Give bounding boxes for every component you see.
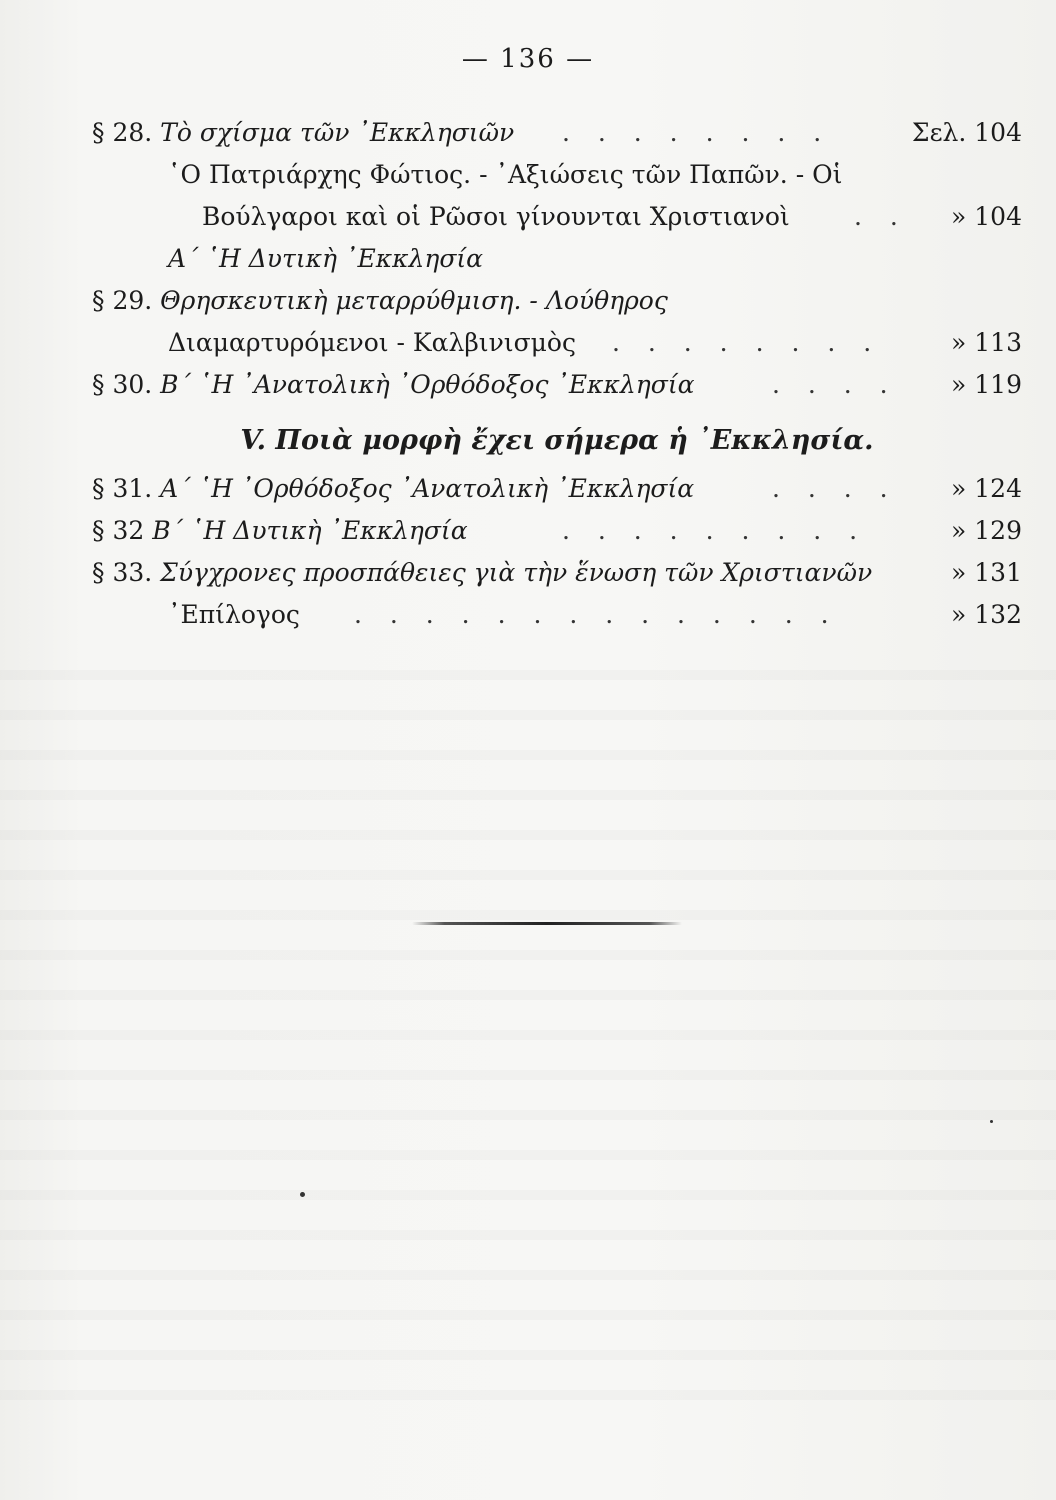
leader-dots: . . . .: [772, 370, 898, 399]
toc-entry-33: [92, 552, 1022, 594]
section-heading: V. Ποιὰ μορφὴ ἔχει σήμερα ἡ ᾿Εκκλησία.: [240, 425, 874, 456]
page-ref: » 119: [951, 370, 1022, 399]
entry-title: ᾿Επίλογος: [168, 600, 300, 629]
entry-title: Α΄ ῾Η ᾿Ορθόδοξος ᾿Ανατολικὴ ᾿Εκκλησία: [160, 474, 695, 503]
page-ref: » 104: [951, 202, 1022, 231]
section-number: § 33.: [92, 558, 153, 587]
leader-dots: . .: [854, 202, 908, 231]
section-number: § 31.: [92, 474, 153, 503]
entry-title: Τὸ σχίσμα τῶν ᾿Εκκλησιῶν: [160, 118, 515, 147]
entry-title: Διαμαρτυρόμενοι - Καλβινισμὸς: [168, 328, 576, 357]
toc-entry-continuation: [92, 322, 1022, 364]
toc-entry-epilogue: [92, 594, 1022, 636]
toc-entry-subheading: [92, 238, 1022, 280]
toc-entry-29: [92, 280, 1022, 322]
ornamental-rule: [412, 922, 682, 925]
toc-entry-continuation: [92, 196, 1022, 238]
leader-dots: . . . . . . . .: [612, 328, 882, 357]
entry-title: Α΄ ῾Η Δυτικὴ ᾿Εκκλησία: [168, 244, 484, 273]
page-ref: » 132: [951, 600, 1022, 629]
ink-speck: [990, 1120, 993, 1123]
toc-entry-31: [92, 468, 1022, 510]
toc-entry-subtitle: [92, 154, 1022, 196]
entry-title: Βούλγαροι καὶ οἱ Ρῶσοι γίνουνται Χριστιανοὶ: [202, 202, 790, 231]
entry-title: Θρησκευτικὴ μεταρρύθμιση. - Λούθηρος: [160, 286, 668, 315]
leader-dots: . . . . . . . .: [562, 118, 832, 147]
entry-title: Σύγχρονες προσπάθειες γιὰ τὴν ἕνωση τῶν Χριστιανῶν: [160, 558, 873, 587]
page-ref: » 129: [951, 516, 1022, 545]
section-number: § 32: [92, 516, 145, 545]
entry-title: ῾Ο Πατριάρχης Φώτιος. - ᾿Αξιώσεις τῶν Παπῶν. - Οἱ: [168, 160, 843, 189]
bleed-through-texture: [0, 640, 1056, 1400]
leader-dots: . . . . . . . . .: [562, 516, 868, 545]
page-ref: » 131: [951, 558, 1022, 587]
leader-dots: . . . .: [772, 474, 898, 503]
entry-title: Β΄ ῾Η Δυτικὴ ᾿Εκκλησία: [152, 516, 468, 545]
page-ref: Σελ. 104: [911, 118, 1022, 147]
table-of-contents: [92, 112, 1022, 636]
page-ref: » 124: [951, 474, 1022, 503]
leader-dots: . . . . . . . . . . . . . .: [354, 600, 839, 629]
page-number: — 136 —: [461, 44, 595, 74]
toc-entry-28: [92, 112, 1022, 154]
entry-title: Β΄ ῾Η ᾿Ανατολικὴ ᾿Ορθόδοξος ᾿Εκκλησία: [160, 370, 695, 399]
page-ref: » 113: [951, 328, 1022, 357]
toc-entry-32: [92, 510, 1022, 552]
section-number: § 29.: [92, 286, 153, 315]
section-number: § 28.: [92, 118, 153, 147]
toc-entry-30: [92, 364, 1022, 406]
section-number: § 30.: [92, 370, 153, 399]
ink-speck: [300, 1192, 305, 1197]
